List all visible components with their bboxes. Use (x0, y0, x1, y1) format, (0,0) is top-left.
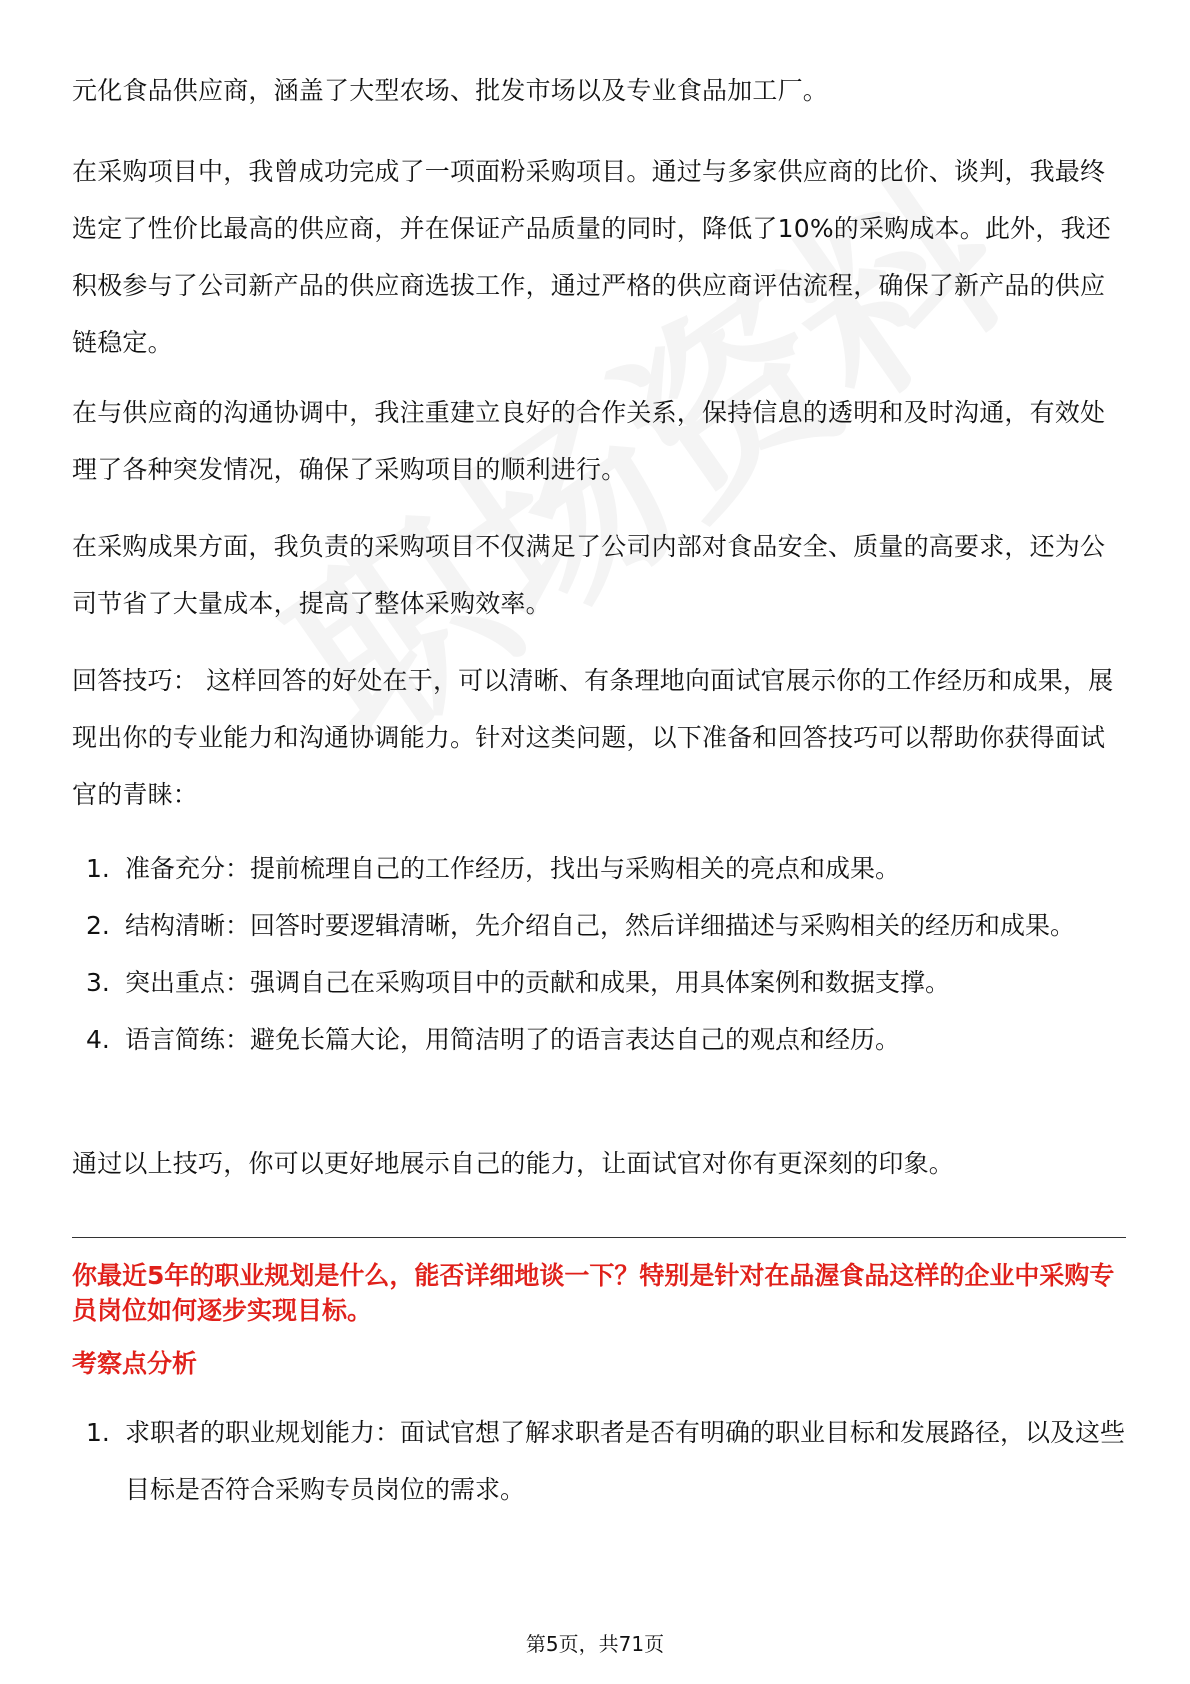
list-text: 突出重点：强调自己在采购项目中的贡献和成果，用具体案例和数据支撑。 (125, 968, 951, 997)
list-text: 语言简练：避免长篇大论，用简洁明了的语言表达自己的观点和经历。 (125, 1025, 901, 1054)
paragraph-flour-project: 在采购项目中，我曾成功完成了一项面粉采购项目。通过与多家供应商的比价、谈判，我最终选定了性价比最高的供应商，并在保证产品质量的同时，降低了10%的采购成本。此外，我还积极参与了公司新产品的供应商选拔工作，通过严格的供应商评估流程，确保了新产品的供应链稳定。 (72, 157, 1111, 357)
list-item (72, 840, 1126, 897)
paragraph-communication: 在与供应商的沟通协调中，我注重建立良好的合作关系，保持信息的透明和及时沟通，有效处理了各种突发情况，确保了采购项目的顺利进行。 (72, 398, 1106, 484)
list-item (72, 897, 1126, 954)
list-text: 准备充分：提前梳理自己的工作经历，找出与采购相关的亮点和成果。 (125, 854, 901, 883)
list-number: 2. (86, 911, 110, 940)
list-item (72, 1404, 1126, 1518)
interview-question: 你最近5年的职业规划是什么，能否详细地谈一下？特别是针对在品渥食品这样的企业中采购专员岗位如何逐步实现目标。 (72, 1261, 1115, 1325)
list-text: 结构清晰：回答时要逻辑清晰，先介绍自己，然后详细描述与采购相关的经历和成果。 (125, 911, 1076, 940)
section-heading: 考察点分析 (72, 1349, 198, 1378)
list-text: 求职者的职业规划能力：面试官想了解求职者是否有明确的职业目标和发展路径，以及这些目标是否符合采购专员岗位的需求。 (125, 1418, 1126, 1504)
analysis-list (72, 1404, 1126, 1518)
list-number: 4. (86, 1025, 110, 1054)
section-divider (72, 1237, 1126, 1238)
document-page (72, 0, 1126, 1684)
list-number: 1. (86, 854, 110, 883)
paragraph-results: 在采购成果方面，我负责的采购项目不仅满足了公司内部对食品安全、质量的高要求，还为公司节省了大量成本，提高了整体采购效率。 (72, 532, 1106, 618)
page-footer: 第5页，共71页 (525, 1632, 665, 1656)
list-number: 1. (86, 1418, 110, 1447)
paragraph-supplier-types: 元化食品供应商，涵盖了大型农场、批发市场以及专业食品加工厂。 (72, 76, 829, 105)
list-item (72, 1011, 1126, 1068)
list-number: 3. (86, 968, 110, 997)
list-item (72, 954, 1126, 1011)
paragraph-answer-tips: 回答技巧： 这样回答的好处在于，可以清晰、有条理地向面试官展示你的工作经历和成果，展现出你的专业能力和沟通协调能力。针对这类问题，以下准备和回答技巧可以帮助你获得面试官的青睐： (72, 666, 1114, 809)
paragraph-conclusion: 通过以上技巧，你可以更好地展示自己的能力，让面试官对你有更深刻的印象。 (72, 1149, 955, 1178)
tips-list (72, 840, 1126, 1068)
